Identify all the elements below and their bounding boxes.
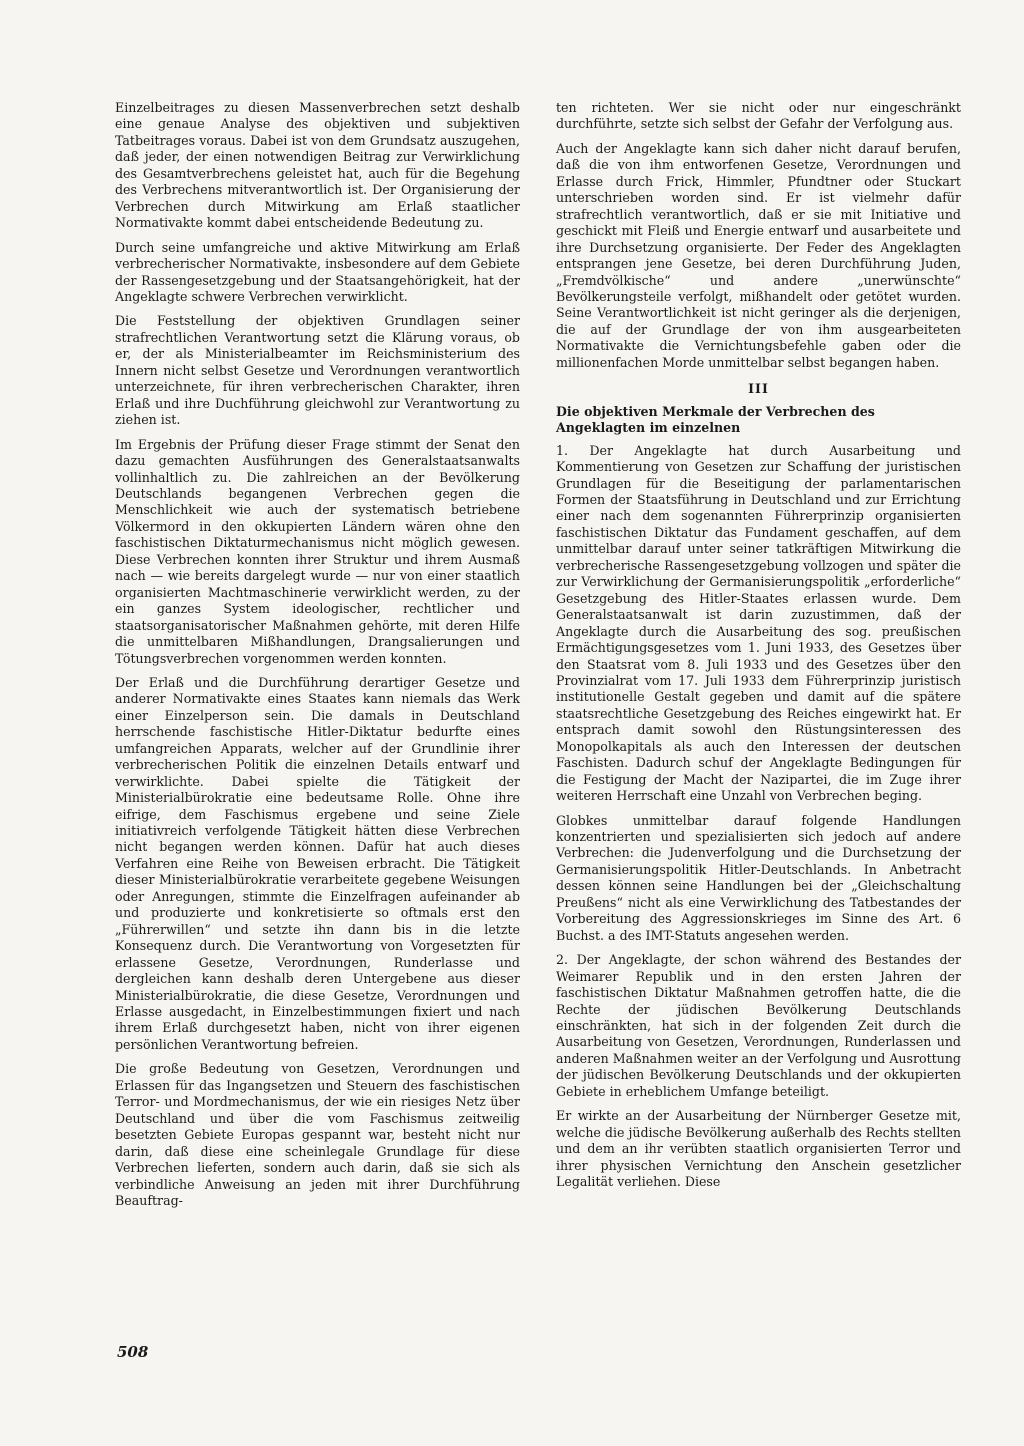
paragraph: ten richteten. Wer sie nicht oder nur eingeschränkt durchführte, setzte sich selbst der Gefahr der Verfolgung aus. xyxy=(556,100,961,132)
paragraph: 2. Der Angeklagte, der schon während des Bestandes der Weimarer Republik und in den ersten Jahren der faschistischen Diktatur Maßnahmen getroffen hatte, die die Rechte der jüdischen Bevölkerung Deutschlands einschränkten, hat sich in der folgenden Zeit durch die Ausarbeitung von Gesetzen, Verordnungen, Runderlassen und anderen Maßnahmen weiter an der Verfolgung und Ausrottung der jüdischen Bevölkerung Deutschlands und der okkupierten Gebiete in erheblichem Umfange beteiligt. xyxy=(556,952,961,1099)
paragraph: Der Erlaß und die Durchführung derartiger Gesetze und anderer Normativakte eines Staates kann niemals das Werk einer Einzelperson sein. Die damals in Deutschland herrschende faschistische Hitler-Diktatur bedurfte eines umfangreichen Apparats, welcher auf der Grundlinie ihrer verbrecherischen Politik die einzelnen Details entwarf und verwirklichte. Dabei spielte die Tätigkeit der Ministerialbürokratie eine bedeutsame Rolle. Ohne ihre eifrige, dem Faschismus ergebene und seine Ziele initiativreich verfolgende Tätigkeit hätten diese Verbrechen nicht begangen werden können. Dafür hat auch dieses Verfahren eine Reihe von Beweisen erbracht. Die Tätigkeit dieser Ministerialbürokratie verarbeitete gegebene Weisungen oder Anregungen, stimmte die Einzelfragen aufeinander ab und produzierte und konkretisierte so oftmals erst den „Führerwillen“ und setzte ihn dann bis in die letzte Konsequenz durch. Die Verantwortung von Vorgesetzten für erlassene Gesetze, Verordnungen, Runderlasse und dergleichen kann deshalb deren Untergebene aus dieser Ministerialbürokratie, die diese Gesetze, Verordnungen und Erlasse ausgedacht, in Einzelbestimmungen fixiert und nach ihrem Erlaß durchgesetzt haben, nicht von ihrer eigenen persönlichen Verantwortung befreien. xyxy=(115,674,520,1052)
paragraph: Globkes unmittelbar darauf folgende Handlungen konzentrierten und spezialisierten sich jedoch auf andere Verbrechen: die Judenverfolgung und die Durchsetzung der Germanisierungspolitik Hitler-Deutschlands. In Anbetracht dessen können seine Handlungen bei der „Gleichschaltung Preußens“ nicht als eine Verwirklichung des Tatbestandes der Vorbereitung des Aggressionskrieges im Sinne des Art. 6 Buchst. a des IMT-Statuts angesehen werden. xyxy=(556,812,961,943)
page-number: 508 xyxy=(117,1343,149,1361)
section-number: III xyxy=(748,381,769,397)
paragraph: 1. Der Angeklagte hat durch Ausarbeitung und Kommentierung von Gesetzen zur Schaffung der juristischen Grundlagen für die Beseitigung der parlamentarischen Formen der Staatsführung in Deutschland und zur Errichtung einer nach dem sogenannten Führerprinzip organisierten faschistischen Diktatur das Fundament geschaffen, auf dem unmittelbar darauf unter seiner tatkräftigen Mitwirkung die verbrecherische Rassengesetzgebung vollzogen und später die zur Verwirklichung der Germanisierungspolitik „erforderliche“ Gesetzgebung des Hitler-Staates erlassen wurde. Dem Generalstaatsanwalt ist darin zuzustimmen, daß der Angeklagte durch die Ausarbeitung des sog. preußischen Ermächtigungsgesetzes vom 1. Juni 1933, des Gesetzes über den Staatsrat vom 8. Juli 1933 und des Gesetzes über den Provinzialrat vom 17. Juli 1933 dem Führerprinzip juristisch institutionelle Gestalt gegeben und damit auf die spätere staatsrechtliche Gesetzgebung des Reiches eingewirkt hat. Er entsprach damit sowohl den Rüstungsinteressen des Monopolkapitals als auch den Interessen der deutschen Faschisten. Dadurch schuf der Angeklagte Bedingungen für die Festigung der Macht der Nazipartei, die im Zuge ihrer weiteren Herrschaft eine Unzahl von Verbrechen beging. xyxy=(556,442,961,804)
paragraph: Auch der Angeklagte kann sich daher nicht darauf berufen, daß die von ihm entworfenen Gesetze, Verordnungen und Erlasse durch Frick, Himmler, Pfundtner oder Stuckart unterschrieben worden sind. Er ist vielmehr dafür strafrechtlich verantwortlich, daß er sie mit Initiative und geschickt mit Fleiß und Energie entwarf und ausarbeitete und ihre Durchsetzung organisierte. Der Feder des Angeklagten entsprangen jene Gesetze, bei deren Durchführung Juden, „Fremdvölkische“ und andere „unerwünschte“ Bevölkerungsteile verfolgt, mißhandelt oder getötet wurden. Seine Verantwortlichkeit ist nicht geringer als die derjenigen, die auf der Grundlage der von ihm ausgearbeiteten Normativakte die Vernichtungsbefehle gaben oder die millionenfachen Morde unmittelbar selbst begangen haben. xyxy=(556,140,961,370)
right-column xyxy=(556,100,961,1199)
section-heading: Die objektiven Merkmale der Verbrechen des Angeklagten im einzelnen xyxy=(556,403,875,436)
paragraph: Er wirkte an der Ausarbeitung der Nürnberger Gesetze mit, welche die jüdische Bevölkerung außerhalb des Rechts stellten und dem an ihr verübten staatlich organisierten Terror und ihrer physischen Vernichtung den Anschein gesetzlicher Legalität verliehen. Diese xyxy=(556,1108,961,1190)
paragraph: Die große Bedeutung von Gesetzen, Verordnungen und Erlassen für das Ingangsetzen und Steuern des faschistischen Terror- und Mordmechanismus, der wie ein riesiges Netz über Deutschland und über die vom Faschismus zeitweilig besetzten Gebiete Europas gespannt war, besteht nicht nur darin, daß diese eine scheinlegale Grundlage für diese Verbrechen lieferten, sondern auch darin, daß sie sich als verbindliche Anweisung an jeden mit ihrer Durchführung Beauftrag- xyxy=(115,1061,520,1208)
paragraph: Die Feststellung der objektiven Grundlagen seiner strafrechtlichen Verantwortung setzt die Klärung voraus, ob er, der als Ministerialbeamter im Reichsministerium des Innern nicht selbst Gesetze und Verordnungen verantwortlich unterzeichnete, für ihren verbrecherischen Charakter, ihren Erlaß und ihre Duchführung gleichwohl zur Verantwortung zu ziehen ist. xyxy=(115,313,520,428)
paragraph: Im Ergebnis der Prüfung dieser Frage stimmt der Senat den dazu gemachten Ausführungen des Generalstaatsanwalts vollinhaltlich zu. Die zahlreichen an der Bevölkerung Deutschlands begangenen Verbrechen gegen die Menschlichkeit wie auch der systematisch betriebene Völkermord in den okkupierten Ländern wären ohne den faschistischen Diktaturmechanismus nicht möglich gewesen. Diese Verbrechen konnten ihrer Struktur und ihrem Ausmaß nach — wie bereits dargelegt wurde — nur von einer staatlich organisierten Machtmaschinerie verwirklicht werden, zu der ein ganzes System ideologischer, rechtlicher und staatsorganisatorischer Maßnahmen gehörte, mit deren Hilfe die unmittelbaren Mißhandlungen, Drangsalierungen und Tötungsverbrechen vorgenommen werden konnten. xyxy=(115,436,520,666)
paragraph: Einzelbeitrages zu diesen Massenverbrechen setzt deshalb eine genaue Analyse des objektiven und subjektiven Tatbeitrages voraus. Dabei ist von dem Grundsatz auszugehen, daß jeder, der einen notwendigen Beitrag zur Verwirklichung des Gesamtverbrechens geleistet hat, auch für die Begehung des Verbrechens mitverantwortlich ist. Der Organisierung der Verbrechen durch Mitwirkung am Erlaß staatlicher Normativakte kommt dabei entscheidende Bedeutung zu. xyxy=(115,100,520,231)
paragraph: Durch seine umfangreiche und aktive Mitwirkung am Erlaß verbrecherischer Normativakte, insbesondere auf dem Gebiete der Rassengesetzgebung und der Staatsangehörigkeit, hat der Angeklagte schwere Verbrechen verwirklicht. xyxy=(115,239,520,304)
left-column xyxy=(115,100,520,1217)
